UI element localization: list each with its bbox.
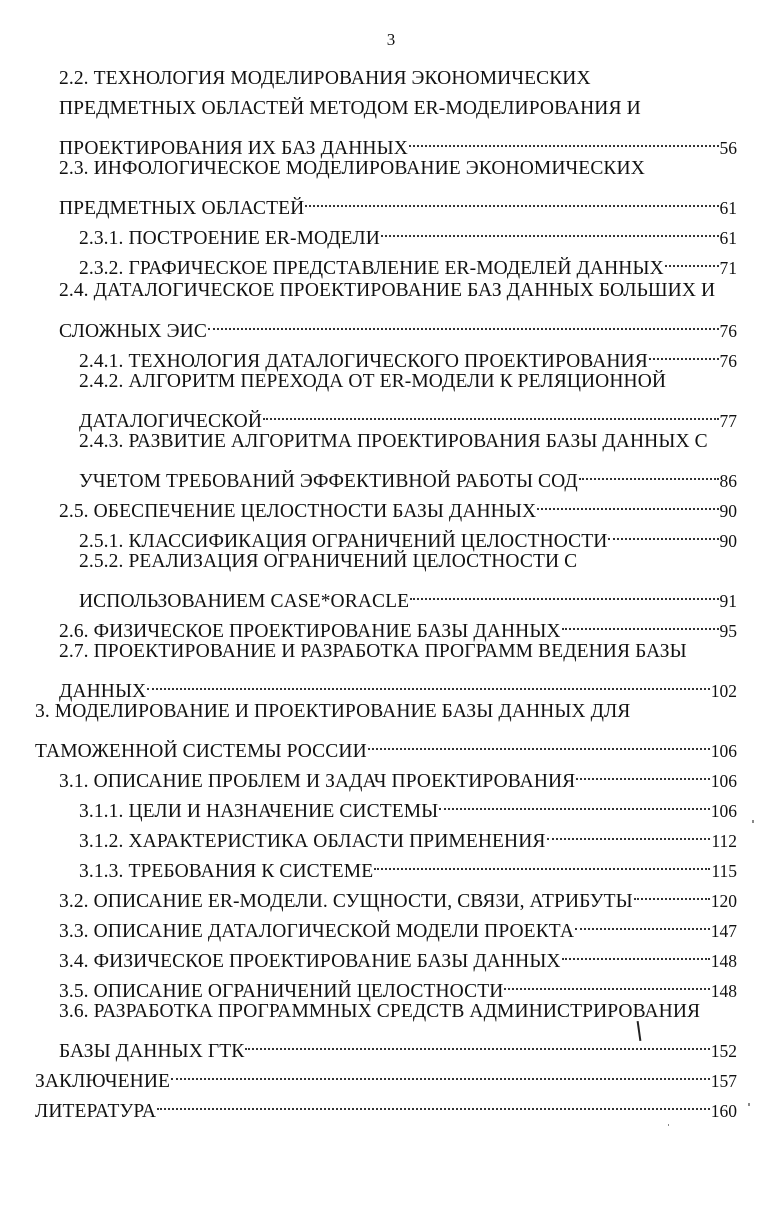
toc-entry xyxy=(79,547,737,577)
toc-entry-page: 102 xyxy=(710,681,737,701)
leader-dots xyxy=(263,397,718,427)
toc-entry-page: 77 xyxy=(719,411,737,431)
toc-entry-text: 2.5.1. КЛАССИФИКАЦИЯ ОГРАНИЧЕНИЙ ЦЕЛОСТНОСТИ xyxy=(79,531,608,552)
leader-dots xyxy=(547,817,711,847)
leader-dots xyxy=(409,124,719,154)
toc-entry xyxy=(59,184,737,219)
toc-entry-page: 112 xyxy=(711,831,737,851)
toc-entry xyxy=(59,637,737,667)
toc-entry-page: 76 xyxy=(719,351,737,371)
toc-entry-text: 3.3. ОПИСАНИЕ ДАТАЛОГИЧЕСКОЙ МОДЕЛИ ПРОЕКТА xyxy=(59,921,575,942)
toc-entry-text: 2.4. ДАТАЛОГИЧЕСКОЕ ПРОЕКТИРОВАНИЕ БАЗ ДАННЫХ БОЛЬШИХ И xyxy=(59,280,716,301)
toc-entry-page: 106 xyxy=(710,771,737,791)
leader-dots xyxy=(410,577,718,607)
leader-dots xyxy=(634,877,710,907)
toc-entry-page: 56 xyxy=(719,138,737,158)
toc-entry xyxy=(59,154,737,184)
toc-entry-page: 90 xyxy=(719,501,737,521)
toc-entry-text: 2.3.1. ПОСТРОЕНИЕ ER-МОДЕЛИ xyxy=(79,228,380,249)
scan-speck xyxy=(668,1124,669,1126)
toc-entry-text: ДАТАЛОГИЧЕСКОЙ xyxy=(79,411,263,432)
page-number: 3 xyxy=(386,30,396,49)
toc-entry xyxy=(79,517,737,552)
toc-entry xyxy=(59,967,737,1002)
toc-entry xyxy=(59,877,737,912)
toc-entry-text: 2.6. ФИЗИЧЕСКОЕ ПРОЕКТИРОВАНИЕ БАЗЫ ДАННЫХ xyxy=(59,621,561,642)
leader-dots xyxy=(579,457,719,487)
toc-entry xyxy=(79,244,737,279)
toc-entry-page: 61 xyxy=(719,198,737,218)
leader-dots xyxy=(576,757,709,787)
toc-entry-page: 76 xyxy=(719,321,737,341)
toc-entry-text: УЧЕТОМ ТРЕБОВАНИЙ ЭФФЕКТИВНОЙ РАБОТЫ СОД xyxy=(79,471,578,492)
toc-entry xyxy=(79,787,737,822)
leader-dots xyxy=(368,727,710,757)
toc-entry-page: 86 xyxy=(719,471,737,491)
toc-entry-text: ТАМОЖЕННОЙ СИСТЕМЫ РОССИИ xyxy=(35,741,367,762)
toc-entry xyxy=(59,487,737,522)
leader-dots xyxy=(157,1087,710,1117)
toc-entry-page: 157 xyxy=(710,1071,737,1091)
toc-entry-text: ИСПОЛЬЗОВАНИЕМ CASE*ORACLE xyxy=(79,591,410,612)
toc-entry-text: 3. МОДЕЛИРОВАНИЕ И ПРОЕКТИРОВАНИЕ БАЗЫ ДАННЫХ ДЛЯ xyxy=(35,701,631,722)
toc-entry xyxy=(59,937,737,972)
leader-dots xyxy=(439,787,709,817)
leader-dots xyxy=(649,337,719,367)
leader-dots xyxy=(504,967,709,997)
leader-dots xyxy=(665,244,719,274)
toc-entry-page: 106 xyxy=(710,741,737,761)
toc-entry-text: 3.1. ОПИСАНИЕ ПРОБЛЕМ И ЗАДАЧ ПРОЕКТИРОВАНИЯ xyxy=(59,771,576,792)
toc-entry xyxy=(79,214,737,249)
toc-entry xyxy=(35,697,737,727)
toc-entry xyxy=(35,1087,737,1122)
toc-entry-text: 3.1.3. ТРЕБОВАНИЯ К СИСТЕМЕ xyxy=(79,861,374,882)
leader-dots xyxy=(562,937,710,967)
toc-entry-page: 106 xyxy=(710,801,737,821)
toc-entry-text: 3.2. ОПИСАНИЕ ER-МОДЕЛИ. СУЩНОСТИ, СВЯЗИ, АТРИБУТЫ xyxy=(59,891,633,912)
toc-entry-text: ПРОЕКТИРОВАНИЯ ИХ БАЗ ДАННЫХ xyxy=(59,138,408,159)
toc-entry-text: ЗАКЛЮЧЕНИЕ xyxy=(35,1071,171,1092)
toc-entry-text: ПРЕДМЕТНЫХ ОБЛАСТЕЙ xyxy=(59,198,305,219)
toc-entry-text: 3.1.1. ЦЕЛИ И НАЗНАЧЕНИЕ СИСТЕМЫ xyxy=(79,801,439,822)
toc-entry xyxy=(59,307,737,342)
toc-entry-text: 2.5.2. РЕАЛИЗАЦИЯ ОГРАНИЧЕНИЙ ЦЕЛОСТНОСТИ С xyxy=(79,551,578,572)
leader-dots xyxy=(147,667,710,697)
toc-entry xyxy=(59,276,737,306)
toc-entry xyxy=(59,667,737,702)
toc-entry-page: 90 xyxy=(719,531,737,551)
toc-entry-page: 61 xyxy=(719,228,737,248)
toc-entry-text: 2.4.1. ТЕХНОЛОГИЯ ДАТАЛОГИЧЕСКОГО ПРОЕКТИРОВАНИЯ xyxy=(79,351,648,372)
toc-entry xyxy=(59,757,737,792)
toc-entry xyxy=(79,577,737,612)
toc-entry-text: 2.3. ИНФОЛОГИЧЕСКОЕ МОДЕЛИРОВАНИЕ ЭКОНОМИЧЕСКИХ xyxy=(59,158,645,179)
toc-entry xyxy=(35,1057,737,1092)
toc-entry-text: 3.1.2. ХАРАКТЕРИСТИКА ОБЛАСТИ ПРИМЕНЕНИЯ xyxy=(79,831,546,852)
toc-entry-page: 95 xyxy=(719,621,737,641)
toc-entry xyxy=(79,847,737,882)
toc-entry-text: 2.5. ОБЕСПЕЧЕНИЕ ЦЕЛОСТНОСТИ БАЗЫ ДАННЫХ xyxy=(59,501,537,522)
toc-entry-text: 2.7. ПРОЕКТИРОВАНИЕ И РАЗРАБОТКА ПРОГРАММ ВЕДЕНИЯ БАЗЫ xyxy=(59,641,687,662)
toc-entry xyxy=(59,94,737,124)
toc-entry-text: СЛОЖНЫХ ЭИС xyxy=(59,321,207,342)
toc-entry xyxy=(59,607,737,642)
leader-dots xyxy=(575,907,710,937)
toc-entry-text: 3.5. ОПИСАНИЕ ОГРАНИЧЕНИЙ ЦЕЛОСТНОСТИ xyxy=(59,981,504,1002)
leader-dots xyxy=(208,307,719,337)
toc-entry-text: 3.4. ФИЗИЧЕСКОЕ ПРОЕКТИРОВАНИЕ БАЗЫ ДАННЫХ xyxy=(59,951,561,972)
toc-entry-text: 3.6. РАЗРАБОТКА ПРОГРАММНЫХ СРЕДСТВ АДМИНИСТРИРОВАНИЯ xyxy=(59,1001,701,1022)
leader-dots xyxy=(305,184,718,214)
toc-entry-page: 160 xyxy=(710,1101,737,1121)
toc-entry-page: 148 xyxy=(710,981,737,1001)
toc-entry-page: 152 xyxy=(710,1041,737,1061)
toc-entry xyxy=(59,907,737,942)
toc-entry xyxy=(79,817,737,852)
toc-entry-text: 2.3.2. ГРАФИЧЕСКОЕ ПРЕДСТАВЛЕНИЕ ER-МОДЕЛЕЙ ДАННЫХ xyxy=(79,258,664,279)
toc-entry xyxy=(79,367,737,397)
toc-entry-page: 148 xyxy=(710,951,737,971)
toc-entry xyxy=(59,1027,737,1062)
toc-entry-text: 2.4.2. АЛГОРИТМ ПЕРЕХОДА ОТ ER-МОДЕЛИ К РЕЛЯЦИОННОЙ xyxy=(79,371,667,392)
toc-entry xyxy=(79,427,737,457)
scan-speck xyxy=(752,820,754,823)
toc-entry xyxy=(35,727,737,762)
toc-entry-text: БАЗЫ ДАННЫХ ГТК xyxy=(59,1041,245,1062)
toc-entry xyxy=(59,124,737,159)
toc-entry-text: ЛИТЕРАТУРА xyxy=(35,1101,156,1122)
toc-entry-page: 115 xyxy=(711,861,737,881)
toc-entry xyxy=(79,337,737,372)
toc-entry-page: 120 xyxy=(710,891,737,911)
toc-entry xyxy=(59,64,737,94)
toc-entry xyxy=(59,997,737,1027)
leader-dots xyxy=(381,214,719,244)
leader-dots xyxy=(171,1057,710,1087)
toc-entry-page: 71 xyxy=(719,258,737,278)
toc-entry xyxy=(79,457,737,492)
leader-dots xyxy=(562,607,719,637)
toc-entry-text: 2.2. ТЕХНОЛОГИЯ МОДЕЛИРОВАНИЯ ЭКОНОМИЧЕСКИХ xyxy=(59,68,591,89)
leader-dots xyxy=(374,847,710,877)
toc-entry xyxy=(79,397,737,432)
toc-entry-text: ПРЕДМЕТНЫХ ОБЛАСТЕЙ МЕТОДОМ ER-МОДЕЛИРОВАНИЯ И xyxy=(59,98,641,119)
leader-dots xyxy=(537,487,718,517)
toc-entry-text: ДАННЫХ xyxy=(59,681,147,702)
toc-entry-page: 91 xyxy=(719,591,737,611)
toc-entry-page: 147 xyxy=(710,921,737,941)
leader-dots xyxy=(608,517,718,547)
toc-entry-text: 2.4.3. РАЗВИТИЕ АЛГОРИТМА ПРОЕКТИРОВАНИЯ БАЗЫ ДАННЫХ С xyxy=(79,431,708,452)
scan-speck xyxy=(748,1103,750,1106)
